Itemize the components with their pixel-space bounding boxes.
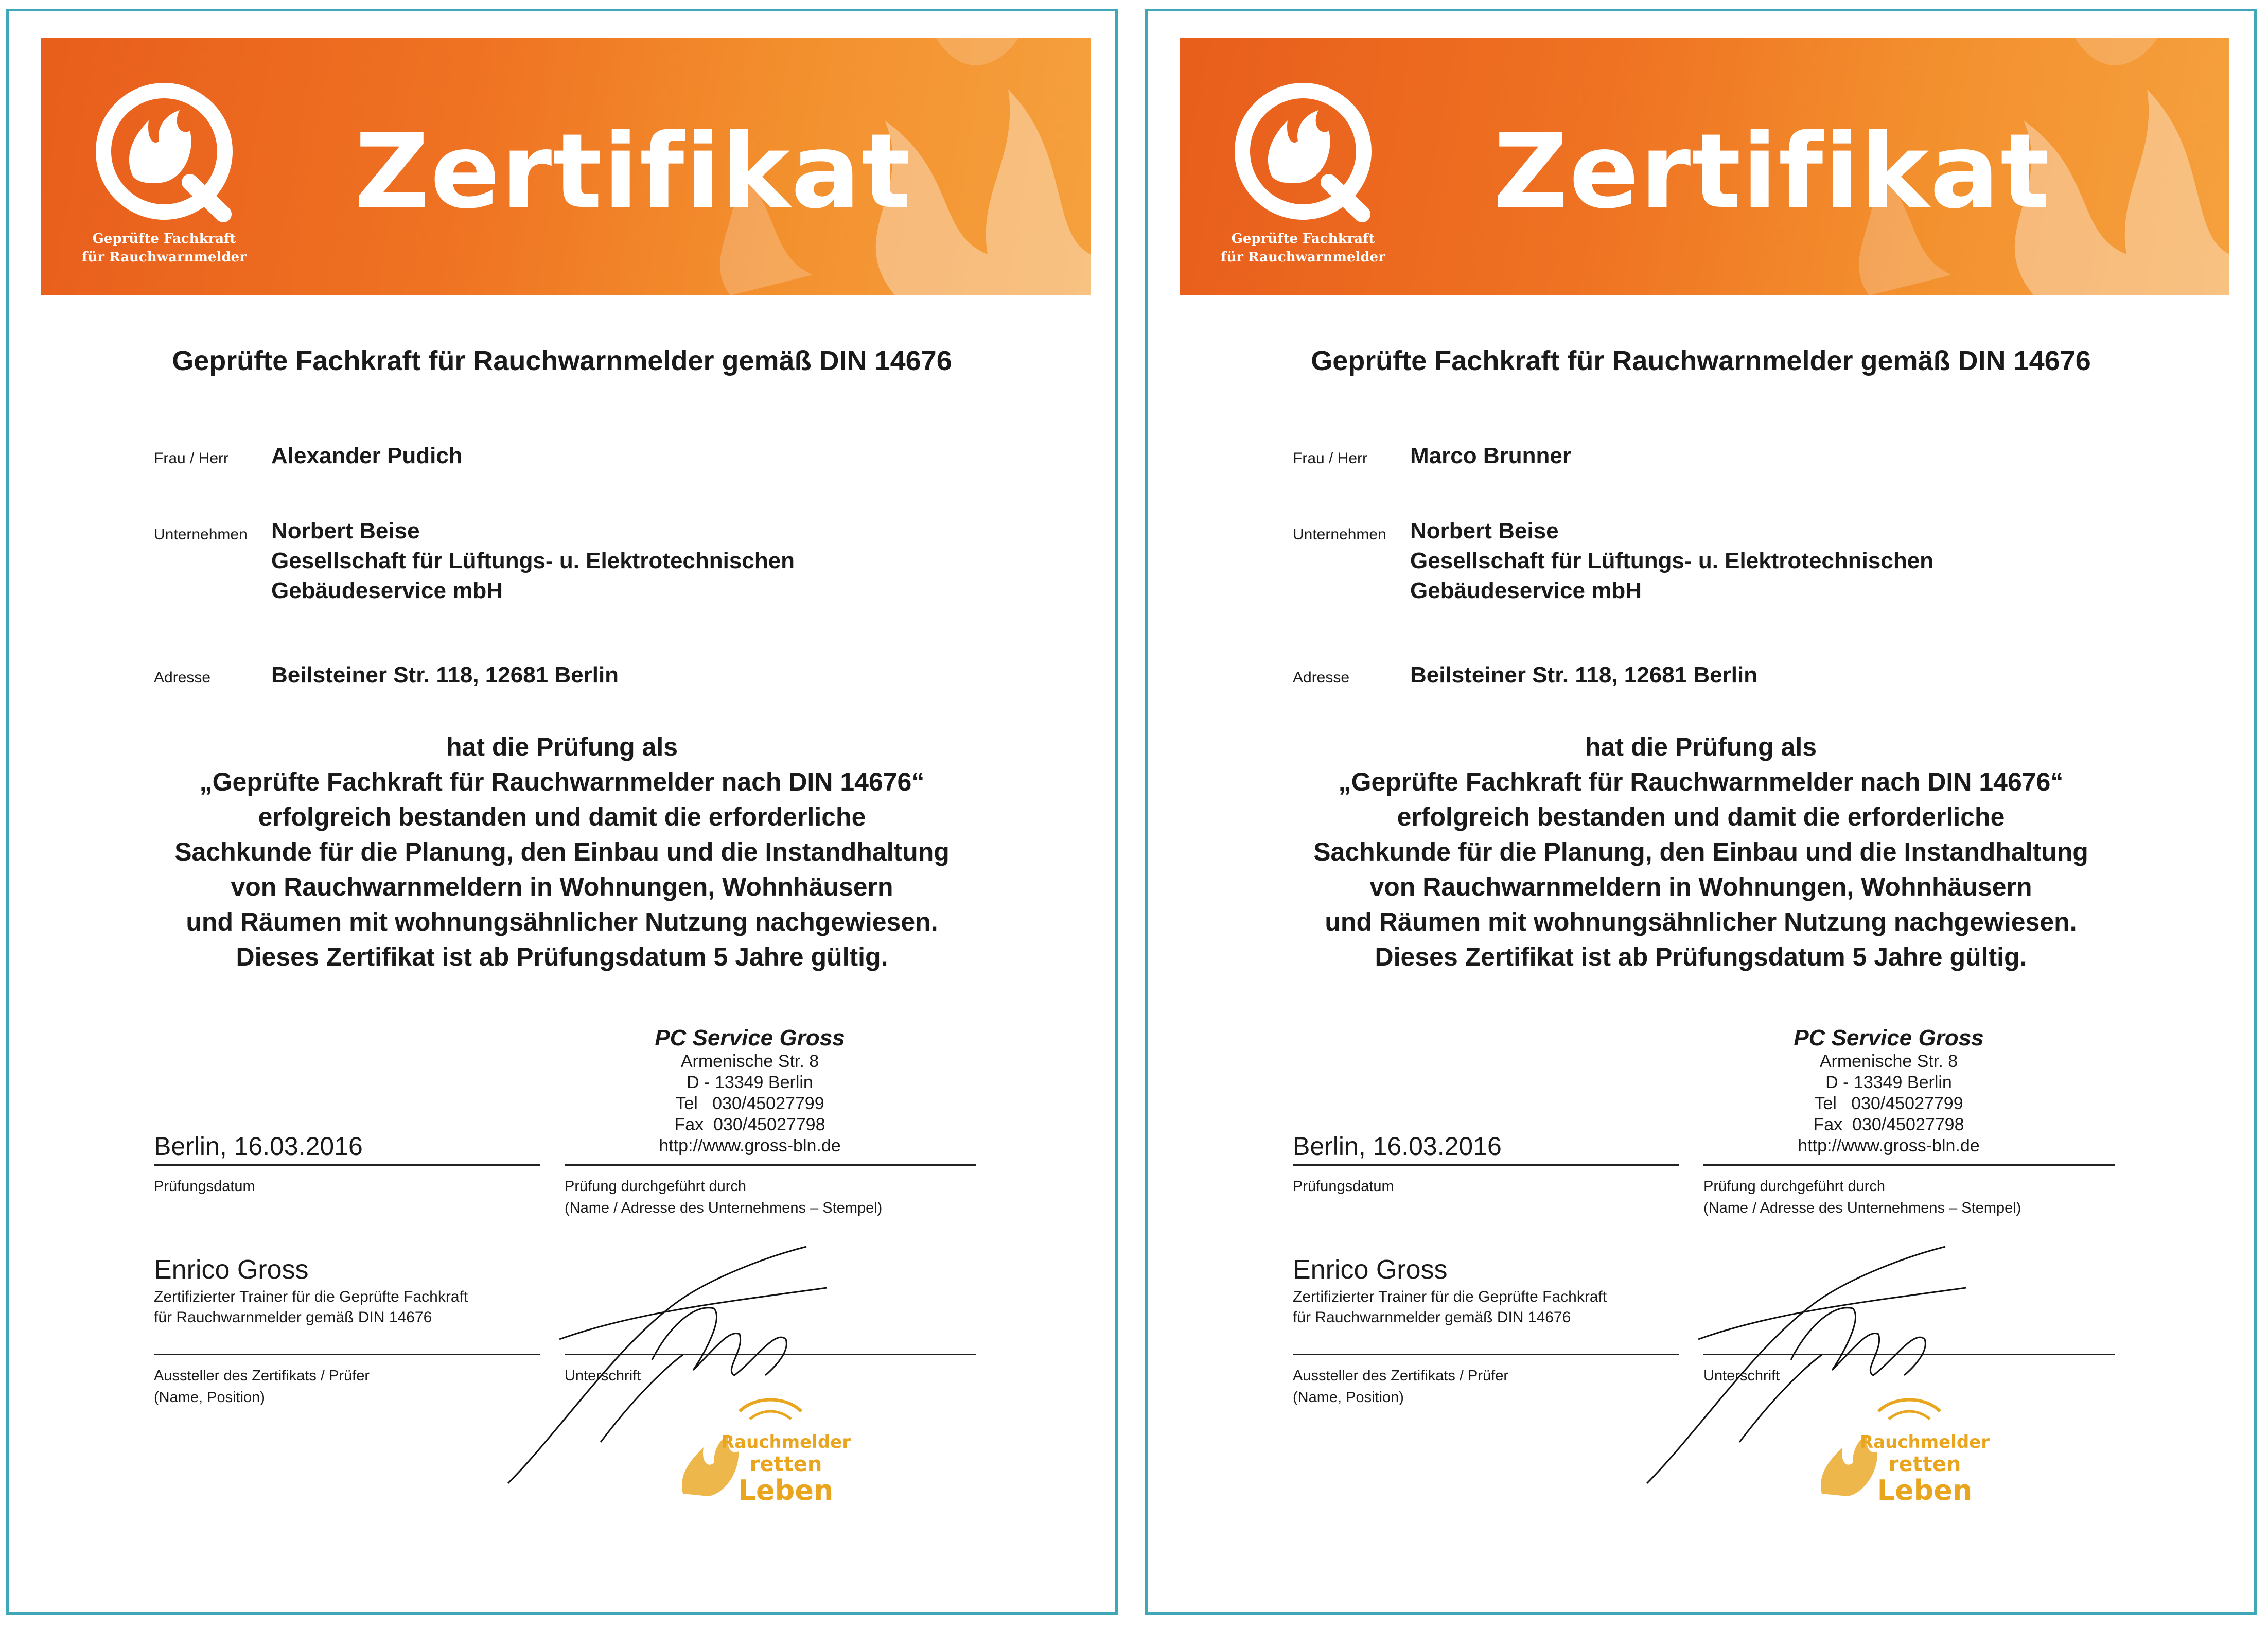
certificate-body — [1148, 729, 2254, 974]
address-value: Beilsteiner Str. 118, 12681 Berlin — [271, 662, 619, 688]
body-line: und Räumen mit wohnungsähnlicher Nutzung nachgewiesen. — [1325, 907, 2077, 936]
issuer-label-line2: (Name, Position) — [1293, 1389, 1404, 1406]
certificate-title: Zertifikat — [1493, 112, 2051, 232]
body-line: „Geprüfte Fachkraft für Rauchwarnmelder nach DIN 14676“ — [199, 767, 925, 796]
issuer-line — [154, 1354, 540, 1355]
company-label: Unternehmen — [1293, 526, 1386, 543]
issuer-stamp-address — [590, 1025, 909, 1157]
logo-caption — [77, 230, 252, 267]
address-label: Adresse — [1293, 669, 1350, 686]
body-line: „Geprüfte Fachkraft für Rauchwarnmelder nach DIN 14676“ — [1338, 767, 2064, 796]
exam-date-label: Prüfungsdatum — [1293, 1178, 1394, 1195]
company-line3: Gebäudeservice mbH — [1410, 578, 1642, 603]
address-value: Beilsteiner Str. 118, 12681 Berlin — [1410, 662, 1758, 688]
company-line2: Gesellschaft für Lüftungs- u. Elektrotechnischen — [1410, 548, 1934, 573]
certificate-subtitle: Geprüfte Fachkraft für Rauchwarnmelder gemäß DIN 14676 — [172, 345, 952, 376]
issuer-label-line2: (Name, Position) — [154, 1389, 265, 1406]
trainer-role-line1: Zertifizierter Trainer für die Geprüfte Fachkraft — [1293, 1288, 1607, 1305]
issuer-fax: Fax 030/45027798 — [1813, 1115, 1964, 1134]
trainer-name: Enrico Gross — [154, 1255, 309, 1285]
stamp-line1: Rauchmelder — [1860, 1432, 1990, 1452]
trainer-role-line2: für Rauchwarnmelder gemäß DIN 14676 — [1293, 1309, 1571, 1326]
company-line1: Norbert Beise — [271, 518, 420, 544]
issuer-stamp-address — [1729, 1025, 2048, 1157]
logo-caption-line1: Geprüfte Fachkraft — [1231, 231, 1375, 247]
performed-by-line1: Prüfung durchgeführt durch — [1703, 1178, 1886, 1195]
logo-caption-line1: Geprüfte Fachkraft — [92, 231, 236, 247]
body-line: von Rauchwarnmeldern in Wohnungen, Wohnhäusern — [1369, 872, 2032, 901]
body-line: Sachkunde für die Planung, den Einbau und die Instandhaltung — [1313, 837, 2088, 866]
stamp-line2: retten — [749, 1452, 822, 1476]
stamp-line3: Leben — [738, 1474, 834, 1507]
issuer-city: D - 13349 Berlin — [687, 1073, 813, 1092]
person-label: Frau / Herr — [1293, 450, 1368, 467]
issuer-label — [1293, 1365, 1508, 1408]
logo-caption — [1216, 230, 1391, 267]
body-line: erfolgreich bestanden und damit die erforderliche — [1397, 802, 2005, 831]
certificate-left — [6, 9, 1118, 1615]
person-name: Alexander Pudich — [271, 443, 463, 468]
exam-date: Berlin, 16.03.2016 — [1293, 1132, 1502, 1161]
performed-by-line1: Prüfung durchgeführt durch — [565, 1178, 747, 1195]
issuer-name: PC Service Gross — [655, 1025, 845, 1051]
stamp-line3: Leben — [1877, 1474, 1973, 1507]
trainer-role-line2: für Rauchwarnmelder gemäß DIN 14676 — [154, 1309, 432, 1326]
issuer-tel: Tel 030/45027799 — [1814, 1094, 1963, 1113]
stamp-line1: Rauchmelder — [721, 1432, 851, 1452]
performed-by-line — [565, 1164, 976, 1166]
certificate-subtitle: Geprüfte Fachkraft für Rauchwarnmelder gemäß DIN 14676 — [1311, 345, 2091, 376]
date-line — [154, 1164, 540, 1166]
company-label: Unternehmen — [154, 526, 248, 543]
performed-by-label — [565, 1176, 882, 1219]
exam-date: Berlin, 16.03.2016 — [154, 1132, 363, 1161]
person-name: Marco Brunner — [1410, 443, 1571, 468]
company-line3: Gebäudeservice mbH — [271, 578, 503, 603]
body-line: und Räumen mit wohnungsähnlicher Nutzung nachgewiesen. — [186, 907, 938, 936]
trainer-role-line1: Zertifizierter Trainer für die Geprüfte Fachkraft — [154, 1288, 468, 1305]
issuer-label — [154, 1365, 370, 1408]
body-line: Dieses Zertifikat ist ab Prüfungsdatum 5 Jahre gültig. — [1375, 942, 2027, 971]
body-line: Dieses Zertifikat ist ab Prüfungsdatum 5 Jahre gültig. — [236, 942, 888, 971]
flame-q-logo-icon — [1231, 79, 1375, 223]
issuer-label-line1: Aussteller des Zertifikats / Prüfer — [1293, 1368, 1509, 1384]
certificate-banner — [41, 38, 1091, 295]
certificate-banner — [1180, 38, 2229, 295]
stamp-line2: retten — [1888, 1452, 1961, 1476]
issuer-fax: Fax 030/45027798 — [674, 1115, 825, 1134]
certificate-body — [9, 729, 1115, 974]
body-line: hat die Prüfung als — [446, 732, 678, 761]
issuer-name: PC Service Gross — [1794, 1025, 1984, 1051]
flame-q-logo-icon — [92, 79, 236, 223]
issuer-street: Armenische Str. 8 — [1819, 1052, 1958, 1071]
certificate-right — [1145, 9, 2257, 1615]
trainer-role — [154, 1287, 468, 1328]
body-line: hat die Prüfung als — [1585, 732, 1817, 761]
issuer-label-line1: Aussteller des Zertifikats / Prüfer — [154, 1368, 370, 1384]
certificate-title: Zertifikat — [355, 112, 912, 232]
trainer-name: Enrico Gross — [1293, 1255, 1448, 1285]
logo-caption-line2: für Rauchwarnmelder — [82, 250, 247, 265]
issuer-web: http://www.gross-bln.de — [1798, 1136, 1980, 1156]
signature-label: Unterschrift — [1703, 1368, 1780, 1384]
issuer-tel: Tel 030/45027799 — [675, 1094, 824, 1113]
trainer-role — [1293, 1287, 1607, 1328]
issuer-city: D - 13349 Berlin — [1825, 1073, 1952, 1092]
logo-caption-line2: für Rauchwarnmelder — [1221, 250, 1385, 265]
performed-by-label — [1703, 1176, 2021, 1219]
performed-by-line2: (Name / Adresse des Unternehmens – Stempel) — [1703, 1200, 2021, 1216]
performed-by-line2: (Name / Adresse des Unternehmens – Stempel) — [565, 1200, 883, 1216]
body-line: erfolgreich bestanden und damit die erforderliche — [258, 802, 866, 831]
company-line1: Norbert Beise — [1410, 518, 1559, 544]
issuer-line — [1293, 1354, 1679, 1355]
signature-label: Unterschrift — [565, 1368, 641, 1384]
performed-by-line — [1703, 1164, 2115, 1166]
issuer-web: http://www.gross-bln.de — [659, 1136, 841, 1156]
body-line: Sachkunde für die Planung, den Einbau und die Instandhaltung — [174, 837, 950, 866]
body-line: von Rauchwarnmeldern in Wohnungen, Wohnhäusern — [231, 872, 893, 901]
company-line2: Gesellschaft für Lüftungs- u. Elektrotechnischen — [271, 548, 795, 573]
issuer-street: Armenische Str. 8 — [680, 1052, 819, 1071]
person-label: Frau / Herr — [154, 450, 229, 467]
date-line — [1293, 1164, 1679, 1166]
exam-date-label: Prüfungsdatum — [154, 1178, 255, 1195]
address-label: Adresse — [154, 669, 211, 686]
